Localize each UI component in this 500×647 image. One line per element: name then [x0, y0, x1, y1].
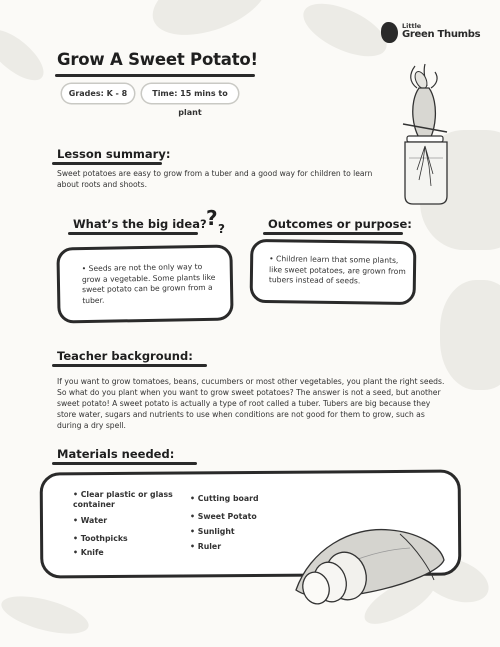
- page-title: Grow A Sweet Potato!: [57, 50, 258, 69]
- background-leaf: [296, 0, 394, 67]
- question-mark-icon: ?: [206, 206, 218, 230]
- title-underline: [55, 74, 255, 77]
- outcomes-card: [250, 239, 417, 305]
- sweet-potato-jar-illustration: [395, 62, 465, 212]
- teacher-background-text: If you want to grow tomatoes, beans, cucumbers or most other vegetables, you plant the right seeds. So what do you plant when you want to grow sweet potatoes? The answer is not a seed, but another sweet potato! A sweet potato is actually a type of root called a tuber. Tubers are big because they store water, sugars and nutrients to use when conditions are not good for them to grow, such as during a dry spell.: [57, 377, 445, 430]
- background-leaf: [440, 280, 500, 390]
- material-item: • Sweet Potato: [190, 512, 257, 521]
- outcomes-heading: Outcomes or purpose:: [268, 217, 412, 231]
- heading-underline: [52, 462, 197, 465]
- logo-text: Green Thumbs: [402, 29, 481, 40]
- material-item: • Knife: [73, 548, 104, 557]
- question-mark-icon: ?: [218, 222, 225, 236]
- outcomes-text: • Children learn that some plants, like sweet potatoes, are grown from tubers instead of seeds.: [268, 254, 406, 286]
- material-item: • Cutting board: [190, 494, 259, 503]
- materials-heading: Materials needed:: [57, 447, 175, 461]
- material-item: • Toothpicks: [73, 534, 128, 543]
- teacher-background-heading: Teacher background:: [57, 349, 193, 363]
- material-item: • Water: [73, 516, 108, 525]
- material-item: • Ruler: [190, 542, 222, 551]
- big-idea-card: [56, 244, 233, 323]
- heading-underline: [52, 162, 162, 165]
- material-item: • Clear plastic or glass container: [73, 490, 173, 509]
- big-idea-heading: What’s the big idea?: [73, 217, 207, 231]
- logo-icon: [381, 22, 398, 43]
- heading-underline: [263, 232, 403, 235]
- background-leaf: [0, 21, 51, 89]
- sweet-potato-slices-illustration: [290, 520, 450, 615]
- grades-badge: Grades: K - 8: [62, 84, 134, 103]
- background-leaf: [143, 0, 276, 49]
- background-leaf: [0, 589, 92, 641]
- time-badge: Time: 15 mins to plant: [142, 84, 238, 103]
- heading-underline: [52, 364, 207, 367]
- big-idea-text: • Seeds are not the only way to grow a vegetable. Some plants like sweet potato can be grown from a tuber.: [81, 261, 216, 305]
- lesson-summary-heading: Lesson summary:: [57, 147, 171, 161]
- material-item: • Sunlight: [190, 527, 235, 536]
- heading-underline: [68, 232, 198, 235]
- logo-small-text: Little: [402, 22, 422, 30]
- lesson-summary-text: Sweet potatoes are easy to grow from a tuber and a good way for children to learn about roots and shoots.: [57, 169, 373, 189]
